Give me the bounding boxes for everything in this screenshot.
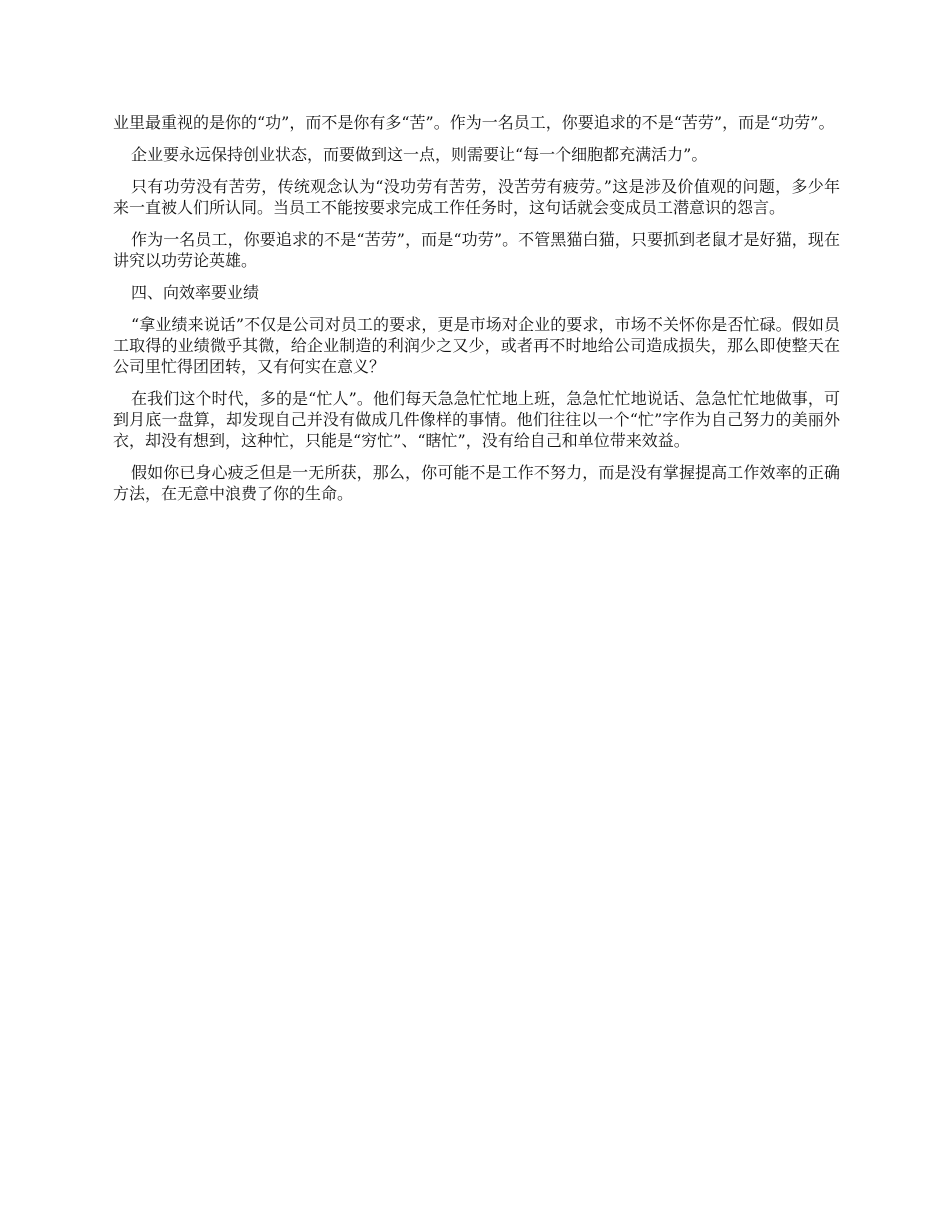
section-heading-efficiency: 四、向效率要业绩 bbox=[131, 283, 260, 302]
paragraph-busy-people: 在我们这个时代，多的是“忙人”。他们每天急急忙忙地上班，急急忙忙地说话、急急忙忙地做事，可到月底一盘算，却发现自己并没有做成几件像样的事情。他们往往以一个“忙”字作为自己努力的美丽外衣，却没有想到，这种忙，只能是“穷忙”、“瞎忙”，没有给自己和单位带来效益。 bbox=[113, 389, 840, 450]
paragraph-efficiency-method: 假如你已身心疲乏但是一无所获，那么，你可能不是工作不努力，而是没有掌握提高工作效率的正确方法，在无意中浪费了你的生命。 bbox=[113, 463, 840, 503]
paragraph-merit-not-hardship: 只有功劳没有苦劳，传统观念认为“没功劳有苦劳，没苦劳有疲劳。”这是涉及价值观的问题，多少年来一直被人们所认同。当员工不能按要求完成工作任务时，这句话就会变成员工潜意识的怨言。 bbox=[113, 177, 840, 217]
document-body bbox=[113, 112, 840, 515]
paragraph-results-talk: “拿业绩来说话”不仅是公司对员工的要求，更是市场对企业的要求，市场不关怀你是否忙碌。假如员工取得的业绩微乎其微，给企业制造的利润少之又少，或者再不时地给公司造成损失，那么即使整天在公司里忙得团团转，又有何实在意义？ bbox=[113, 315, 840, 376]
paragraph-continuation: 业里最重视的是你的“功”，而不是你有多“苦”。作为一名员工，你要追求的不是“苦劳”，而是“功劳”。 bbox=[113, 113, 835, 132]
paragraph-employee-pursuit: 作为一名员工，你要追求的不是“苦劳”，而是“功劳”。不管黑猫白猫，只要抓到老鼠才是好猫，现在讲究以功劳论英雄。 bbox=[113, 230, 840, 270]
paragraph-startup-state: 企业要永远保持创业状态，而要做到这一点，则需要让“每一个细胞都充满活力”。 bbox=[131, 145, 708, 164]
